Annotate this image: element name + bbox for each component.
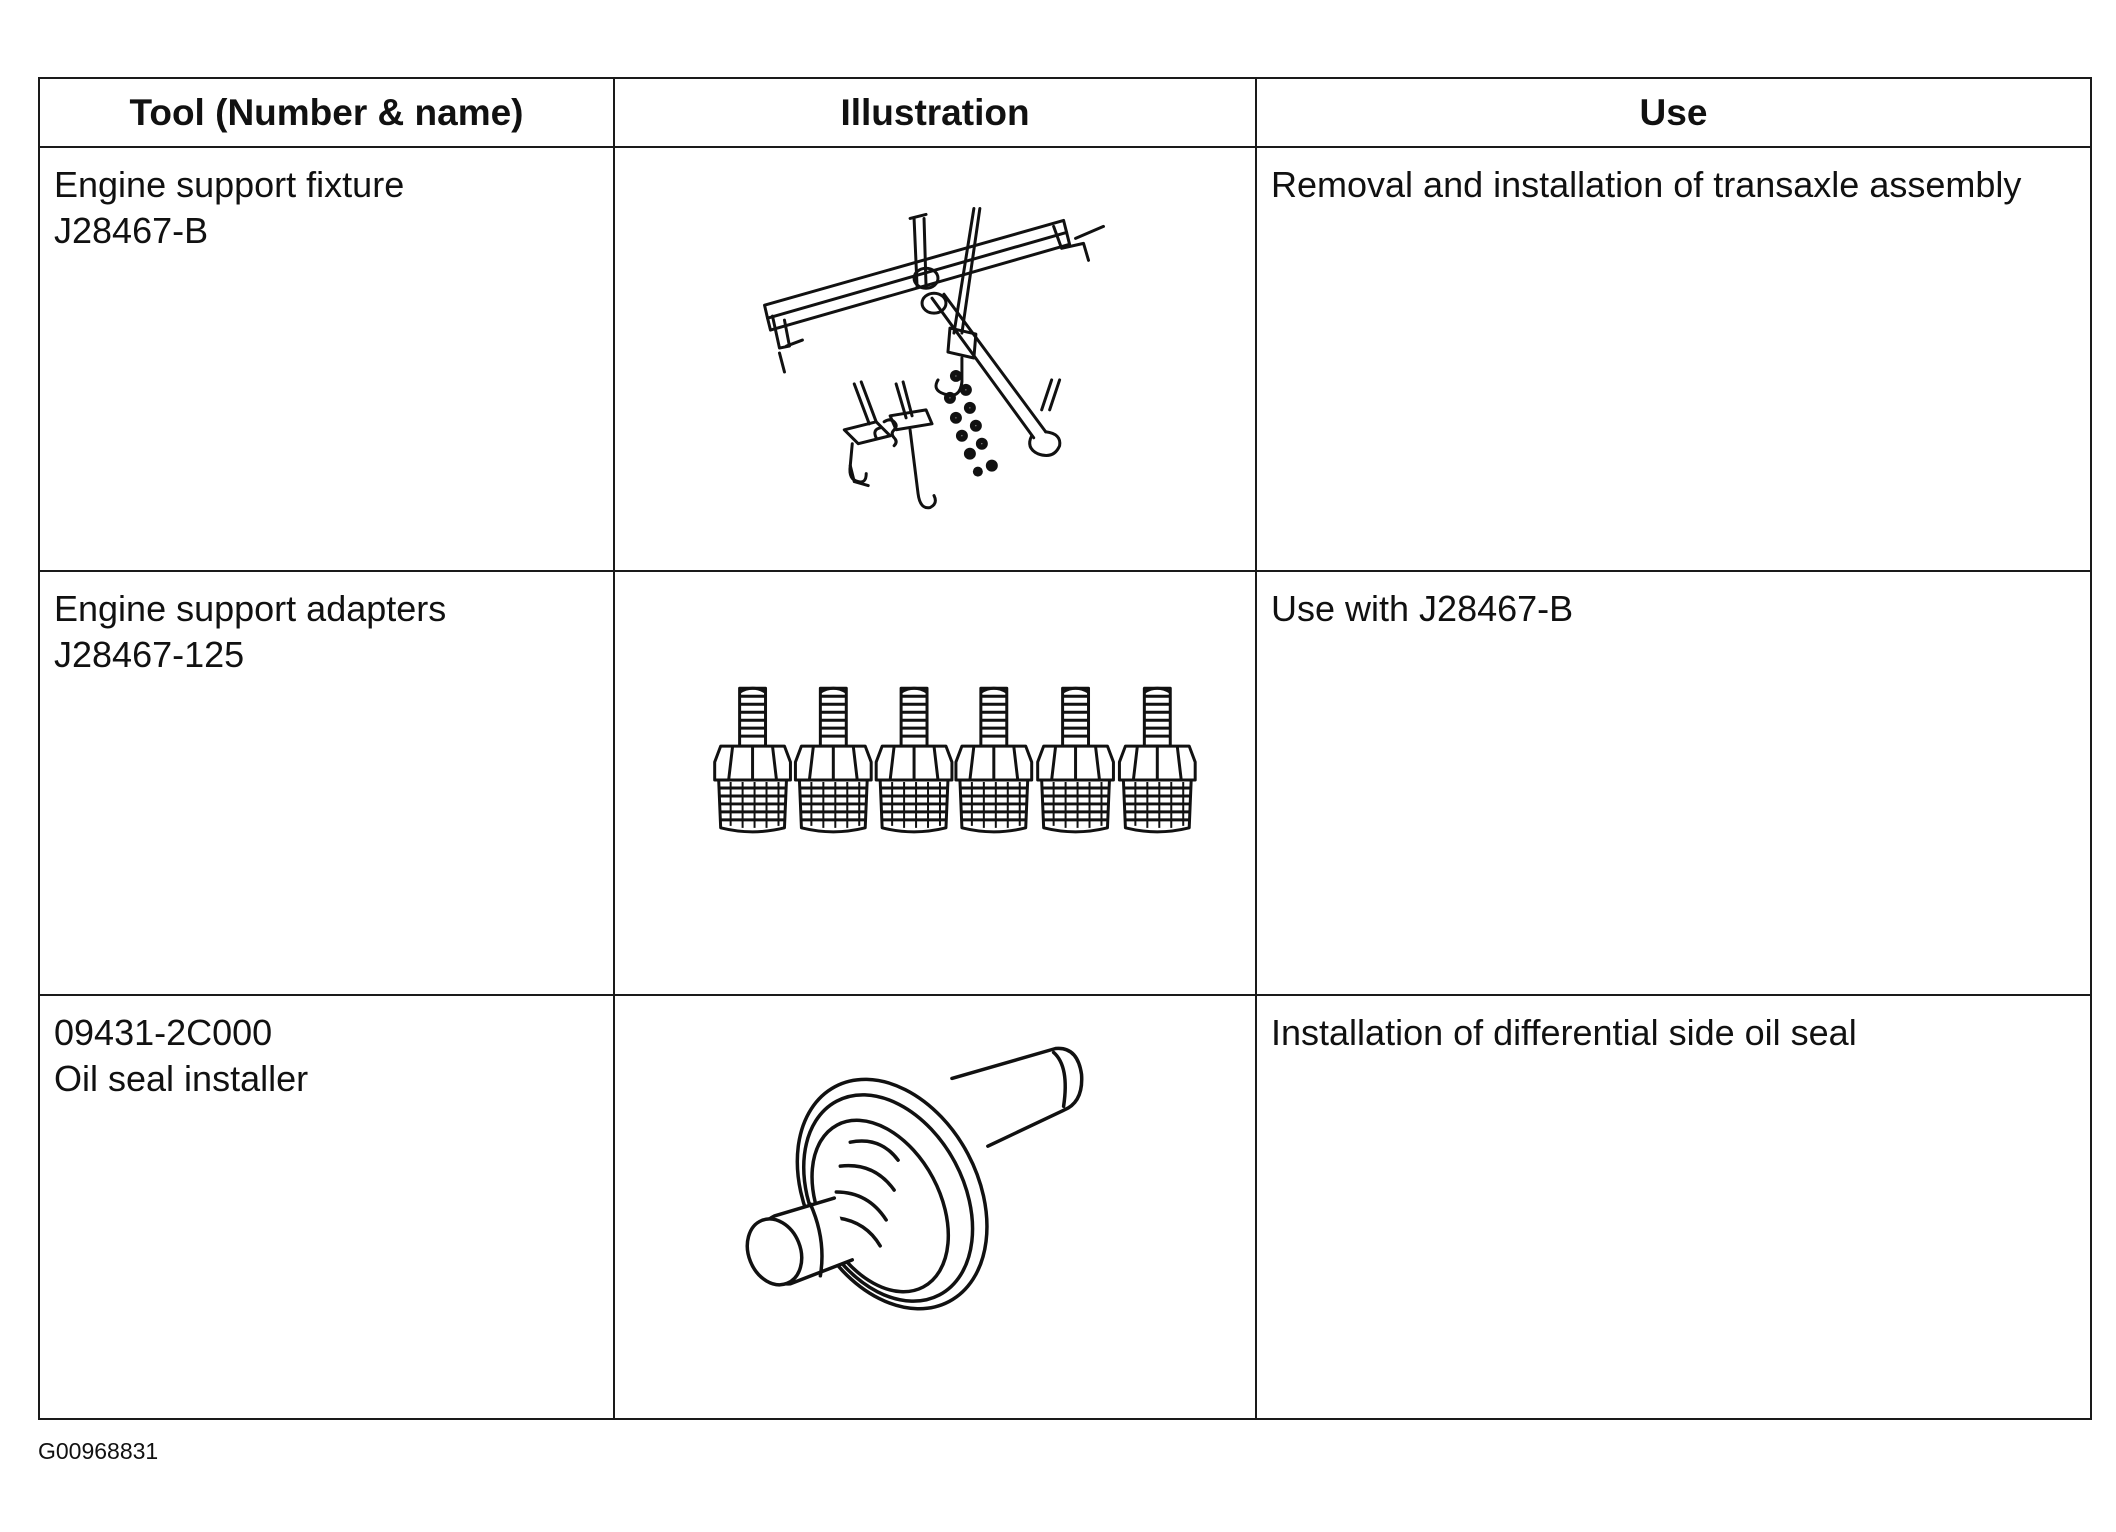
engine-support-fixture-icon bbox=[615, 148, 1255, 570]
table-row bbox=[39, 147, 2091, 571]
tool-cell bbox=[39, 995, 614, 1419]
tool-name: Oil seal installer bbox=[54, 1058, 309, 1099]
illustration-cell bbox=[614, 147, 1256, 571]
use-cell bbox=[1256, 571, 2091, 995]
tool-cell bbox=[39, 147, 614, 571]
tool-name: Engine support fixture bbox=[54, 164, 405, 205]
illustration-cell bbox=[614, 571, 1256, 995]
table-row bbox=[39, 995, 2091, 1419]
tool-number: 09431-2C000 bbox=[54, 1012, 273, 1053]
use-cell bbox=[1256, 147, 2091, 571]
illustration-cell bbox=[614, 995, 1256, 1419]
use-text: Use with J28467-B bbox=[1271, 588, 1574, 629]
oil-seal-installer-icon bbox=[615, 996, 1255, 1418]
use-text: Installation of differential side oil seal bbox=[1271, 1012, 1857, 1053]
tool-name: Engine support adapters bbox=[54, 588, 447, 629]
tool-number: J28467-B bbox=[54, 210, 209, 251]
header-tool: Tool (Number & name) bbox=[39, 78, 614, 147]
tool-number: J28467-125 bbox=[54, 634, 245, 675]
use-cell bbox=[1256, 995, 2091, 1419]
tool-cell bbox=[39, 571, 614, 995]
header-illustration: Illustration bbox=[614, 78, 1256, 147]
use-text: Removal and installation of transaxle assembly bbox=[1271, 164, 2022, 205]
figure-code: G00968831 bbox=[38, 1438, 159, 1464]
table-header-row bbox=[39, 78, 2091, 147]
support-adapters-icon bbox=[615, 572, 1255, 994]
table-row bbox=[39, 571, 2091, 995]
special-tools-table bbox=[38, 77, 2092, 1420]
header-use: Use bbox=[1256, 78, 2091, 147]
